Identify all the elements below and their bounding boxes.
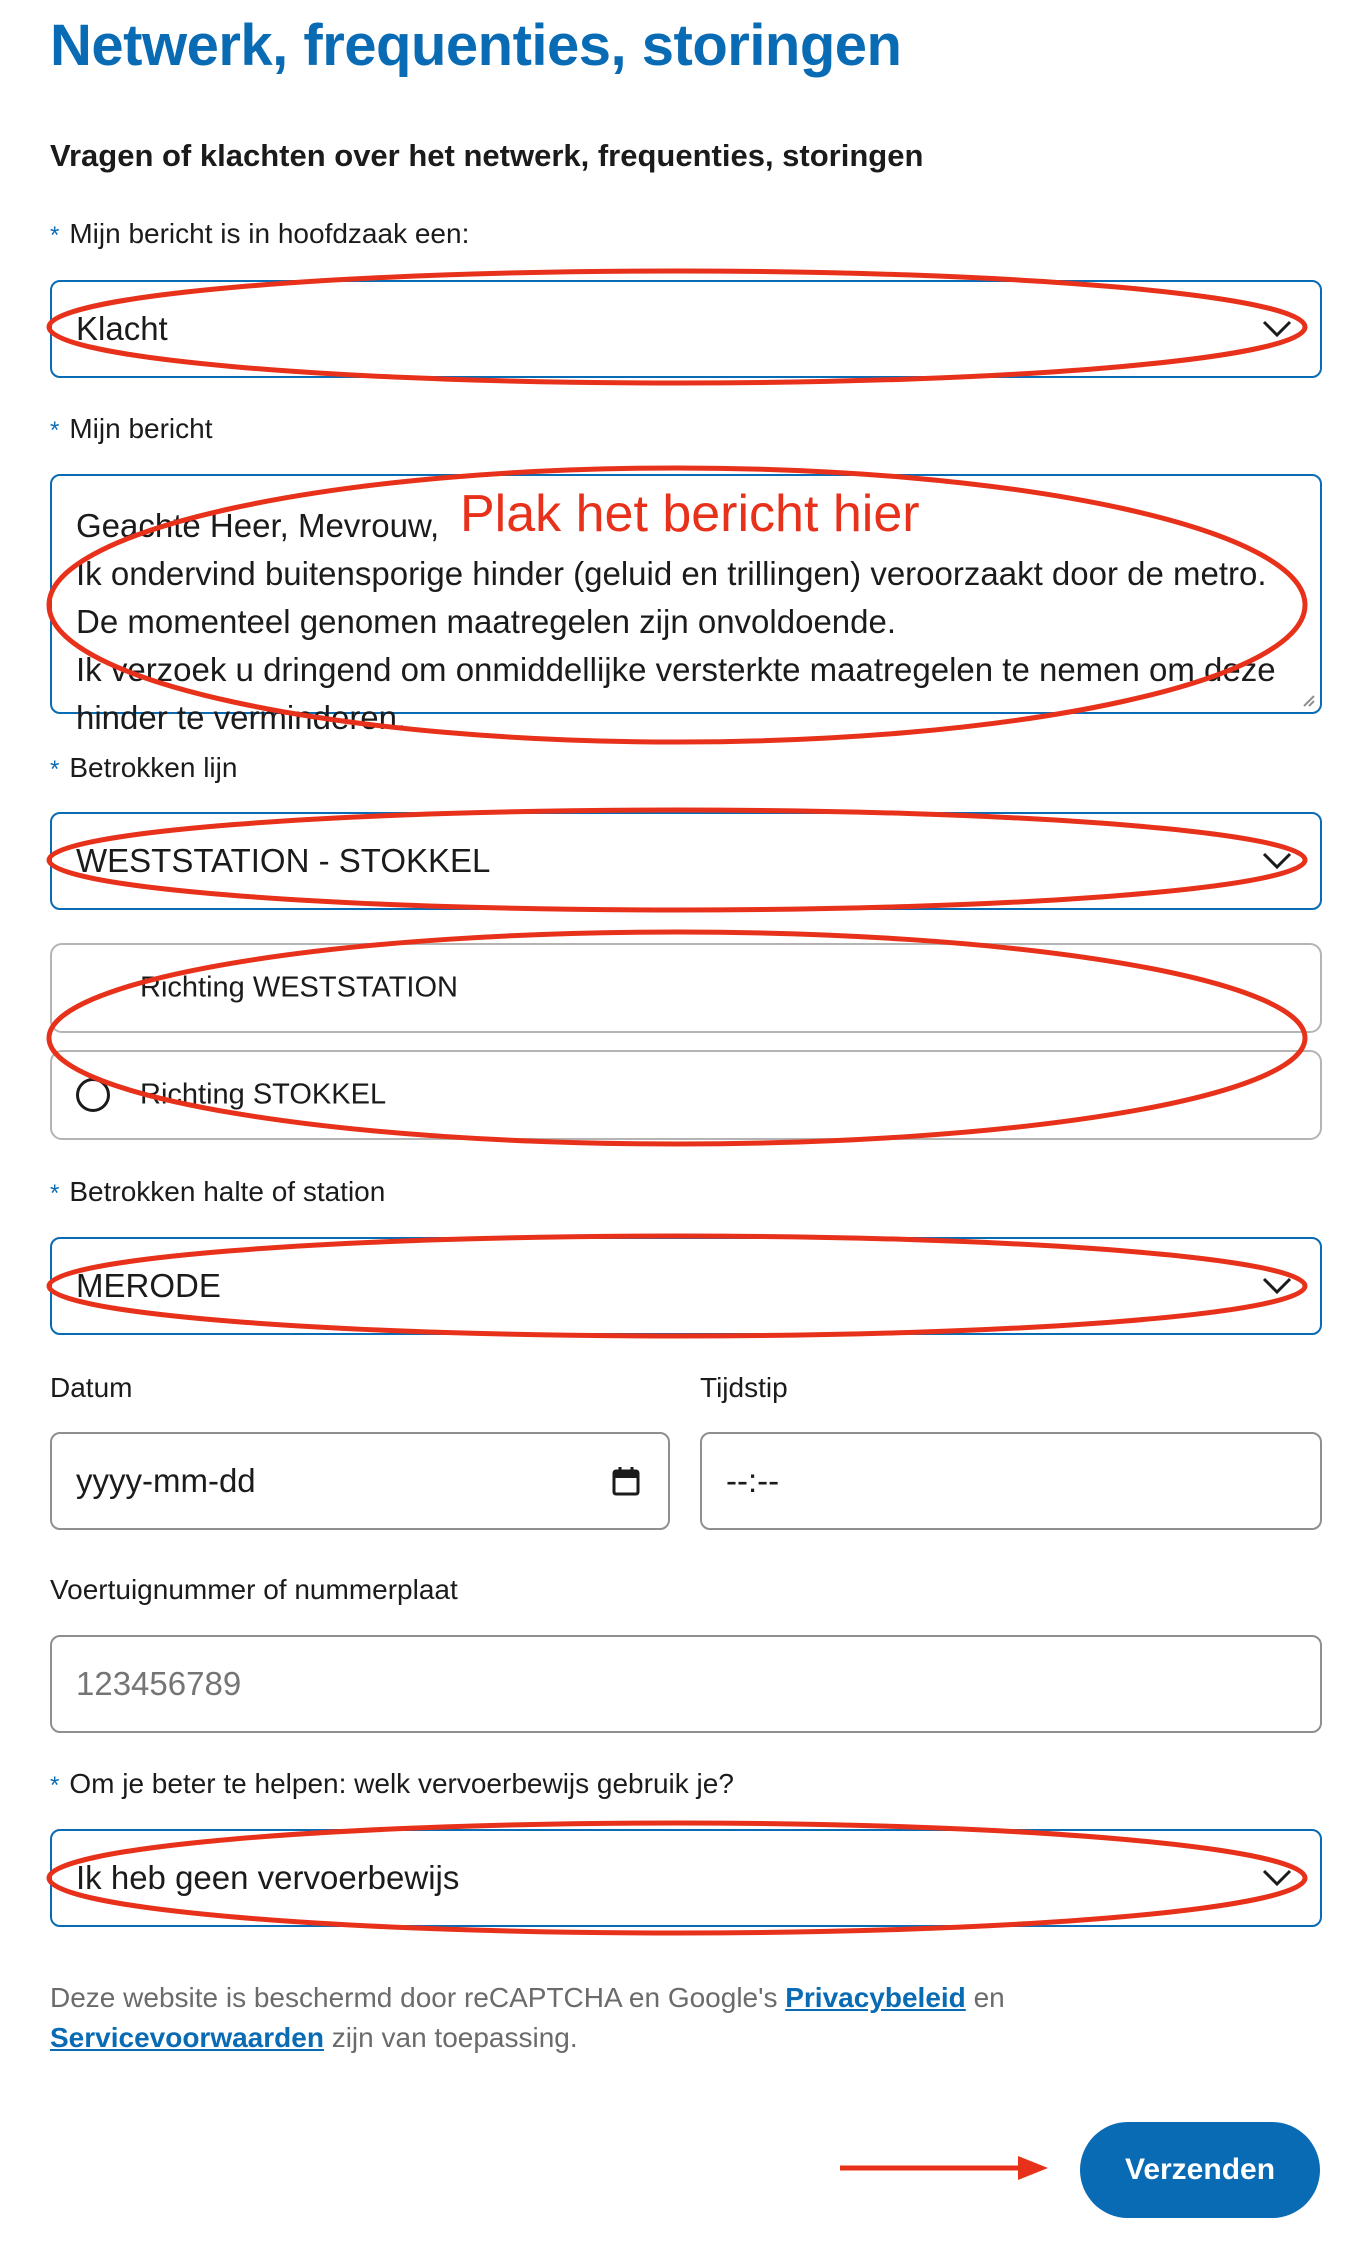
required-marker: *: [50, 1180, 60, 1207]
required-marker: *: [50, 1772, 60, 1799]
arrow-head-icon: [1018, 2156, 1048, 2180]
line-select[interactable]: [50, 812, 1322, 910]
privacy-link[interactable]: Privacybeleid: [785, 1982, 966, 2013]
stop-select[interactable]: [50, 1237, 1322, 1335]
vehicle-placeholder: 123456789: [76, 1665, 242, 1702]
line-value: WESTSTATION - STOKKEL: [76, 842, 491, 879]
chevron-down-icon: [1262, 1277, 1292, 1295]
type-label: * Mijn bericht is in hoofdzaak een:: [50, 218, 470, 249]
stop-value: MERODE: [76, 1267, 221, 1304]
ticket-select[interactable]: [50, 1829, 1322, 1927]
terms-link[interactable]: Servicevoorwaarden: [50, 2022, 324, 2053]
recaptcha-notice: Deze website is beschermd door reCAPTCHA en Google's Privacybeleid en Servicevoorwaarden zijn van toepassing.: [50, 1982, 1005, 2053]
date-input[interactable]: [50, 1432, 670, 1530]
submit-button[interactable]: Verzenden: [1080, 2122, 1320, 2218]
line-label: * Betrokken lijn: [50, 752, 238, 783]
direction-option-stokkel[interactable]: [50, 1050, 1322, 1140]
paste-hint-annotation: Plak het bericht hier: [460, 485, 920, 543]
radio-button[interactable]: [76, 1078, 110, 1112]
message-type-select[interactable]: [50, 280, 1322, 378]
date-value: yyyy-mm-dd: [76, 1462, 256, 1499]
calendar-icon[interactable]: [612, 1466, 640, 1496]
chevron-down-icon: [1262, 852, 1292, 870]
required-marker: *: [50, 756, 60, 783]
stop-label: * Betrokken halte of station: [50, 1176, 386, 1207]
vehicle-number-input[interactable]: [50, 1635, 1322, 1733]
required-marker: *: [50, 222, 60, 249]
time-input[interactable]: [700, 1432, 1322, 1530]
form-subtitle: Vragen of klachten over het netwerk, frequenties, storingen: [50, 138, 924, 173]
direction-option-label: Richting WESTSTATION: [140, 971, 458, 1004]
chevron-down-icon: [1262, 1869, 1292, 1887]
message-type-value: Klacht: [76, 310, 168, 347]
chevron-down-icon: [1262, 320, 1292, 338]
time-value: --:--: [726, 1462, 780, 1499]
time-label: Tijdstip: [700, 1372, 788, 1403]
required-marker: *: [50, 417, 60, 444]
message-label: * Mijn bericht: [50, 413, 213, 444]
date-label: Datum: [50, 1372, 133, 1403]
resize-handle-icon[interactable]: [1300, 692, 1316, 708]
message-text: Geachte Heer, Mevrouw, Ik ondervind buitensporige hinder (geluid en trillingen) veroorzaakt door de metro. De momenteel genomen maatregelen zijn onvoldoende. Ik verzoek u dringend om onmiddellijke versterkte maatregelen te nemen om deze hinder te verminderen.: [76, 507, 1276, 736]
direction-option-weststation[interactable]: [50, 943, 1322, 1033]
ticket-label: * Om je beter te helpen: welk vervoerbewijs gebruik je?: [50, 1768, 734, 1799]
page-title: Netwerk, frequenties, storingen: [50, 13, 902, 78]
vehicle-label: Voertuignummer of nummerplaat: [50, 1574, 458, 1605]
direction-option-label: Richting STOKKEL: [140, 1078, 387, 1111]
ticket-value: Ik heb geen vervoerbewijs: [76, 1859, 460, 1896]
